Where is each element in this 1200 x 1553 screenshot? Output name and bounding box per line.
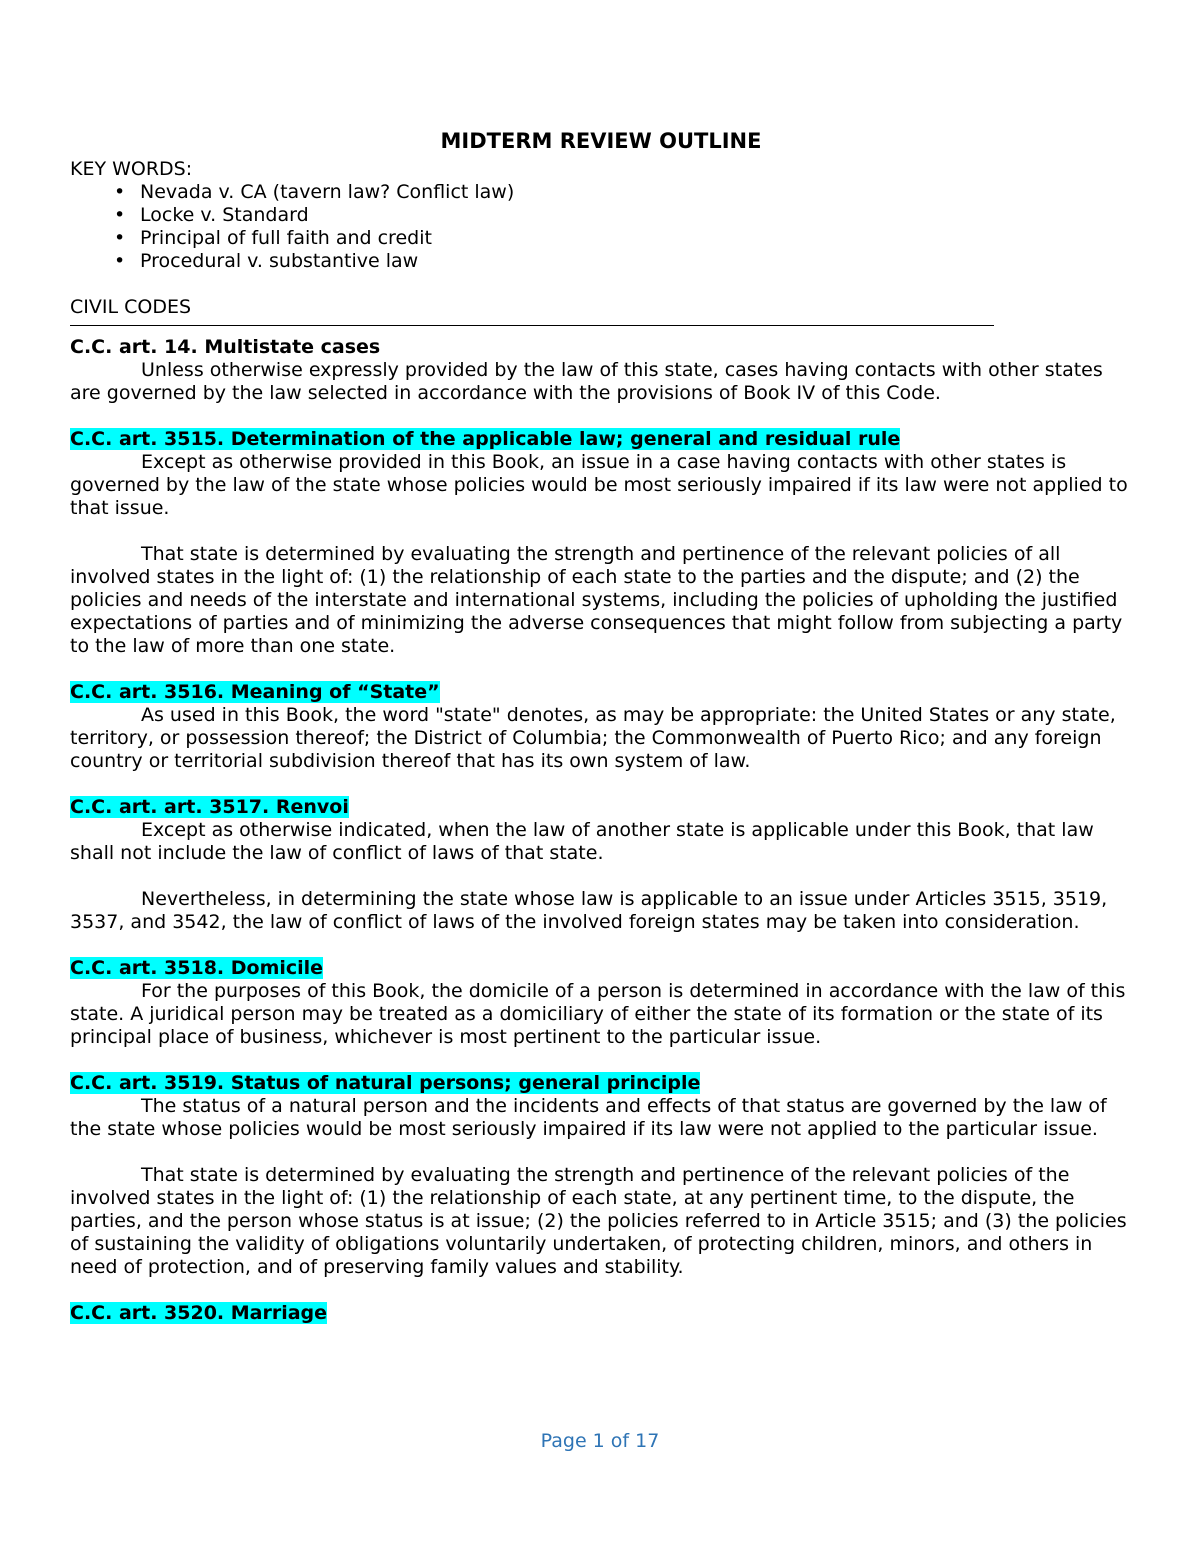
divider-rule [70, 325, 994, 326]
article-3516-title: C.C. art. 3516. Meaning of “State” [70, 681, 440, 703]
key-words-list [70, 181, 1132, 273]
article-3515-paragraph-2: That state is determined by evaluating the strength and pertinence of the relevant policies of all involved states in the light of: (1) the relationship of each state to the parties and the dispute; and (2) the policies and needs of the interstate and international systems, including the policies of upholding the justified expectations of parties and of minimizing the adverse consequences that might follow from subjecting a party to the law of more than one state. [70, 543, 1123, 657]
list-item: • Principal of full faith and credit [114, 227, 432, 249]
list-item: • Locke v. Standard [114, 204, 309, 226]
article-3515-title: C.C. art. 3515. Determination of the applicable law; general and residual rule [70, 428, 901, 450]
article-3518-title: C.C. art. 3518. Domicile [70, 957, 324, 979]
bullet-icon: • [114, 227, 126, 249]
article-3518-paragraph: For the purposes of this Book, the domicile of a person is determined in accordance with the law of this state. A juridical person may be treated as a domiciliary of either the state of its formation or the state of its principal place of business, whichever is most pertinent to the particular issue. [70, 980, 1126, 1048]
civil-codes-heading: CIVIL CODES [70, 296, 192, 318]
article-3520-title: C.C. art. 3520. Marriage [70, 1302, 328, 1324]
article-14-title: C.C. art. 14. Multistate cases [70, 336, 381, 358]
bullet-icon: • [114, 204, 126, 226]
article-14-paragraph: Unless otherwise expressly provided by the law of this state, cases having contacts with other states are governed by the law selected in accordance with the provisions of Book IV of this Code. [70, 359, 1103, 404]
article-3519-paragraph-1: The status of a natural person and the incidents and effects of that status are governed by the law of the state whose policies would be most seriously impaired if its law were not applied to the particular issue. [70, 1095, 1107, 1140]
document-title: MIDTERM REVIEW OUTLINE [440, 129, 762, 153]
article-3515-paragraph-1: Except as otherwise provided in this Book, an issue in a case having contacts with other states is governed by the law of the state whose policies would be most seriously impaired if its law were not applied to that issue. [70, 451, 1128, 519]
list-item: • Nevada v. CA (tavern law? Conflict law) [114, 181, 515, 203]
article-3517-paragraph-2: Nevertheless, in determining the state whose law is applicable to an issue under Articles 3515, 3519, 3537, and 3542, the law of conflict of laws of the involved foreign states may be taken into consideration. [70, 888, 1108, 933]
article-3519-title: C.C. art. 3519. Status of natural persons; general principle [70, 1072, 701, 1094]
document-page [70, 128, 1132, 1325]
bullet-icon: • [114, 181, 126, 203]
key-words-heading: KEY WORDS: [70, 158, 193, 180]
article-3517-title: C.C. art. art. 3517. Renvoi [70, 796, 349, 818]
article-3517-paragraph-1: Except as otherwise indicated, when the law of another state is applicable under this Book, that law shall not include the law of conflict of laws of that state. [70, 819, 1094, 864]
page-number-footer: Page 1 of 17 [540, 1430, 660, 1452]
bullet-icon: • [114, 250, 126, 272]
list-item: • Procedural v. substantive law [114, 250, 419, 272]
article-3519-paragraph-2: That state is determined by evaluating the strength and pertinence of the relevant policies of the involved states in the light of: (1) the relationship of each state, at any pertinent time, to the dispute, the parties, and the person whose status is at issue; (2) the policies referred to in Article 3515; and (3) the policies of sustaining the validity of obligations voluntarily undertaken, of protecting children, minors, and others in need of protection, and of preserving family values and stability. [70, 1164, 1127, 1278]
article-3516-paragraph: As used in this Book, the word "state" denotes, as may be appropriate: the United States or any state, territory, or possession thereof; the District of Columbia; the Commonwealth of Puerto Rico; and any foreign country or territorial subdivision thereof that has its own system of law. [70, 704, 1116, 772]
